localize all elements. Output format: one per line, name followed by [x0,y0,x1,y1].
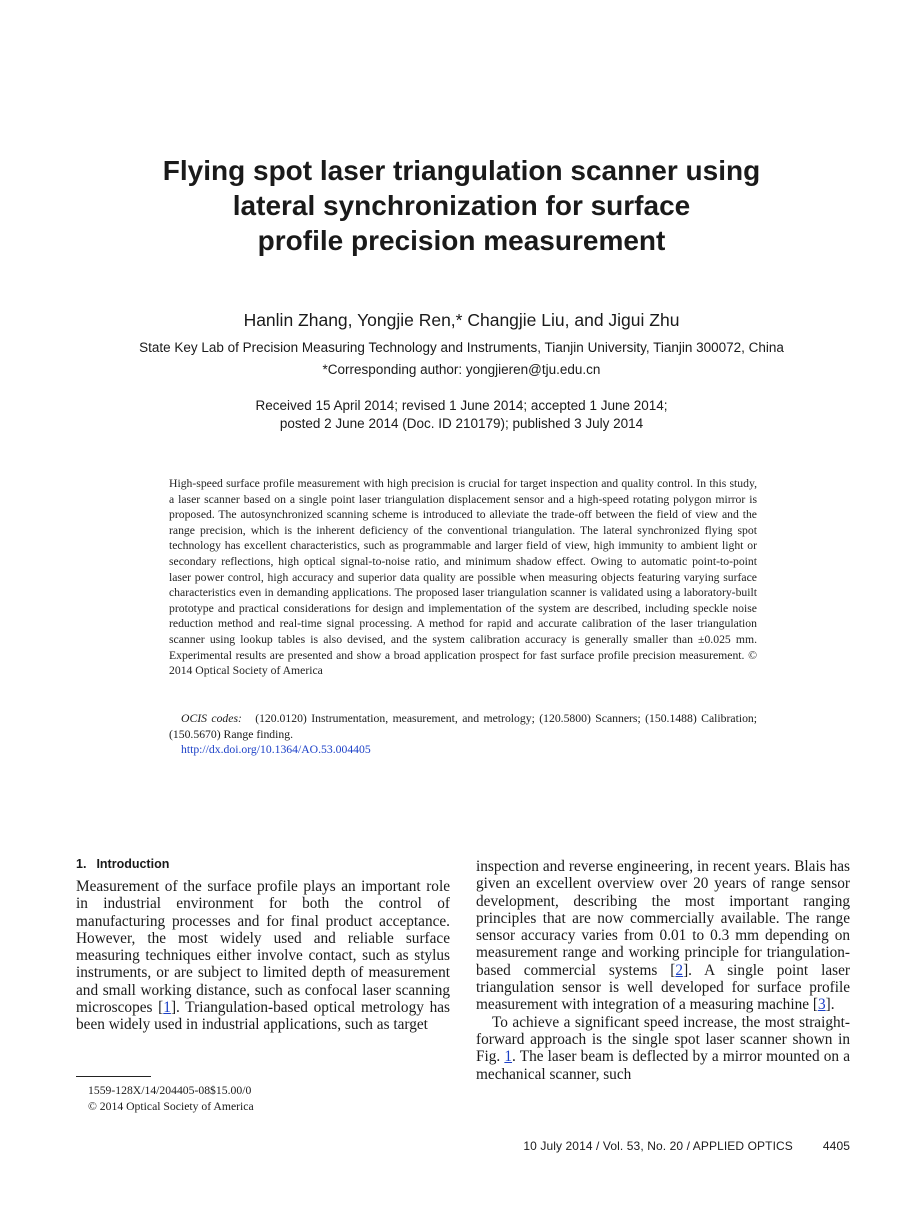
dates-line: posted 2 June 2014 (Doc. ID 210179); published 3 July 2014 [279,415,644,431]
footnote-line: 1559-128X/14/204405-08$15.00/0 [88,1084,252,1097]
left-column [76,878,450,1034]
citation-link[interactable]: 1 [163,999,171,1017]
author-list: Hanlin Zhang, Yongjie Ren,* Changjie Liu, and Jigui Zhu [243,310,680,330]
title-line: lateral synchronization for surface [232,190,691,221]
paragraph [476,858,850,1014]
paragraph [476,1014,850,1083]
title-line: Flying spot laser triangulation scanner using [162,155,761,186]
doi-link[interactable]: http://dx.doi.org/10.1364/AO.53.004405 [181,743,371,756]
page-number: 4405 [822,1139,850,1153]
abstract: High-speed surface profile measurement with high precision is crucial for target inspection and quality control. In this study, a laser scanner based on a single point laser triangulation displacement sensor and a high-speed rotating polygon mirror is proposed. The autosynchronized scanning scheme is introduced to alleviate the trade-off between the field of view and the range precision, which is the inherent deficiency of the conventional triangulation. The lateral synchronized flying spot technology has excellent characteristics, such as programmable and larger field of view, high immunity to ambient light or secondary reflections, high optical signal-to-noise ratio, and minimum shadow effect. Owing to automatic point-to-point laser power control, high accuracy and superior data quality are possible when measuring objects featuring varying surface characteristics even in demanding applications. The proposed laser triangulation scanner is validated using a laboratory-built prototype and practical considerations for design and implementation of the system are described, including speckle noise reduction method and real-time signal processing. A method for rapid and accurate calibration of the laser triangulation scanner using lookup tables is also devised, and the system calibration accuracy is generally smaller than ±0.025 mm. Experimental results are presented and show a broad application prospect for fast surface profile precision measurement. © 2014 Optical Society of America [169,477,757,678]
figure-link[interactable]: 1 [504,1048,513,1066]
ocis-label: OCIS codes: [181,712,242,725]
text-run: inspection and reverse engineering, in recent years. Blais has given an excellent overview over 20 years of range sensor development, describing the most important ranging principles that are now commercially available. The range sensor accuracy varies from 0.01 to 0.3 mm depending on measurement range and working principle for triangulation-based commercial systems [ [476,858,850,979]
ocis-codes [169,711,757,742]
affiliation: State Key Lab of Precision Measuring Technology and Instruments, Tianjin University, Tianjin 300072, China [139,340,784,355]
corresponding-author: *Corresponding author: yongjieren@tju.edu.cn [322,362,601,377]
text-run: ]. Triangulation-based optical metrology has been widely used in industrial applications, such as target [76,999,450,1034]
citation-link[interactable]: 2 [675,961,684,979]
text-run: To achieve a significant speed increase, the most straight-forward approach is the single spot laser scanner shown in Fig. [476,1013,850,1066]
publication-dates [0,397,923,432]
paragraph [76,878,450,1034]
text-run: ]. A single point laser triangulation sensor is well developed for surface profile measurement with integration of a measuring machine [ [476,961,850,1014]
text-run: . The laser beam is deflected by a mirror mounted on a mechanical scanner, such [476,1048,850,1083]
footnote-line: © 2014 Optical Society of America [88,1100,254,1113]
ocis-text: (120.0120) Instrumentation, measurement, and metrology; (120.5800) Scanners; (150.1488) Calibration; (150.5670) Range finding. [169,712,758,741]
section-heading [76,857,169,871]
paper-title [100,153,823,258]
dates-line: Received 15 April 2014; revised 1 June 2014; accepted 1 June 2014; [255,398,668,413]
page-footer [523,1139,850,1153]
text-run: ]. [825,996,835,1014]
section-title: Introduction [96,857,170,871]
text-run: Measurement of the surface profile plays an important role in industrial environment for both the control of manufacturing processes and for final product acceptance. However, the most widely used and reliable surface measuring techniques either involve contact, such as stylus instruments, or are subject to limited depth of measurement and small working distance, such as confocal laser scanning microscopes [ [76,878,450,1017]
right-column [476,858,850,1083]
title-line: profile precision measurement [257,225,666,256]
section-number: 1. [76,857,87,871]
journal-info: 10 July 2014 / Vol. 53, No. 20 / APPLIED OPTICS [523,1139,793,1153]
citation-link[interactable]: 3 [817,996,826,1014]
footnote-divider [76,1076,151,1077]
footnote [88,1083,254,1115]
